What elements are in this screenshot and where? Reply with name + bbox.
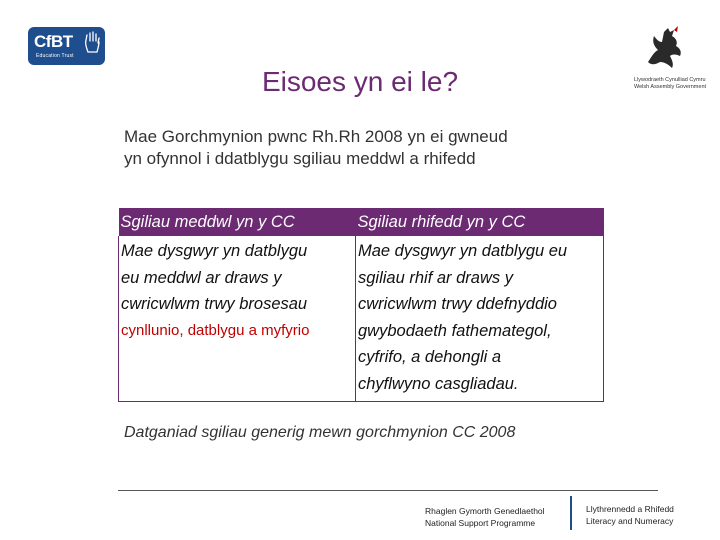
- literacy-numeracy: [586, 503, 674, 527]
- cell-line: cyfrifo, a dehongli a: [358, 348, 502, 366]
- nsp-welsh: Rhaglen Gymorth Genedlaethol: [425, 506, 545, 516]
- footnote: Datganiad sgiliau generig mewn gorchmynion CC 2008: [124, 424, 516, 441]
- cfbt-logo-subtitle: Education Trust: [36, 53, 74, 59]
- numeracy-skills-cell: [356, 236, 604, 402]
- intro-text: [124, 126, 644, 170]
- cell-line: sgiliau rhif ar draws y: [358, 268, 513, 287]
- cell-line: eu meddwl ar draws y: [121, 268, 282, 287]
- footer-divider: [118, 490, 658, 491]
- cfbt-logo: [28, 27, 105, 65]
- cell-line: cwricwlwm trwy brosesau: [121, 295, 308, 313]
- thinking-skills-header: Sgiliau meddwl yn y CC: [119, 208, 356, 236]
- wag-logo-english: Welsh Assembly Government: [634, 84, 707, 90]
- numeracy-skills-header: Sgiliau rhifedd yn y CC: [356, 208, 604, 236]
- cfbt-logo-mark: CfBT: [34, 32, 73, 51]
- literacy-english: Literacy and Numeracy: [586, 516, 674, 526]
- footer-separator: [570, 496, 572, 530]
- cell-line: gwybodaeth fathemategol,: [358, 321, 552, 340]
- intro-line: yn ofynnol i ddatblygu sgiliau meddwl a rhifedd: [124, 149, 476, 168]
- hand-icon: [83, 31, 101, 53]
- cell-line: chyflwyno casgliadau.: [358, 374, 519, 393]
- nsp-english: National Support Programme: [425, 518, 536, 528]
- skills-table: [118, 208, 604, 402]
- table-header-row: [119, 208, 604, 236]
- cell-line: cwricwlwm trwy ddefnyddio: [358, 295, 557, 313]
- table-row: [119, 236, 604, 402]
- cell-line: Mae dysgwyr yn datblygu: [121, 242, 308, 260]
- cell-line: Mae dysgwyr yn datblygu eu: [358, 242, 568, 260]
- dragon-icon: [644, 22, 684, 72]
- thinking-processes-highlight: cynllunio, datblygu a myfyrio: [121, 321, 310, 339]
- page-title: Eisoes yn ei le?: [261, 66, 459, 97]
- literacy-welsh: Llythrennedd a Rhifedd: [586, 504, 674, 514]
- thinking-skills-cell: [119, 236, 356, 402]
- intro-line: Mae Gorchmynion pwnc Rh.Rh 2008 yn ei gwneud: [124, 127, 508, 146]
- national-support-programme: [425, 505, 545, 529]
- wag-logo-welsh: Llywodraeth Cynulliad Cymru: [634, 77, 706, 83]
